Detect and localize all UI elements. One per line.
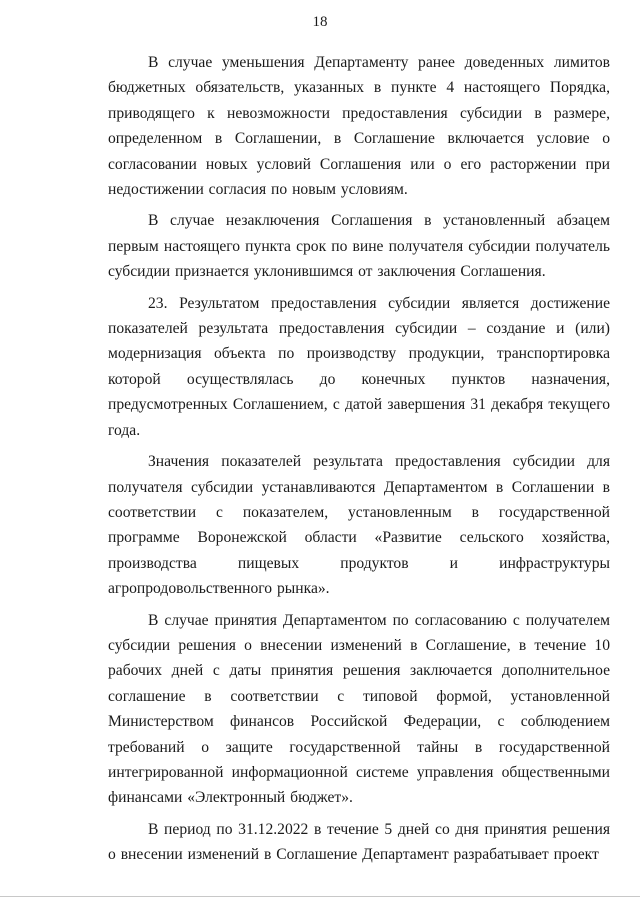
document-body [108, 50, 610, 874]
paragraph-indicator-values: Значения показателей результата предоставления субсидии для получателя субсидии устанавливаются Департаментом в Соглашении в соответствии с показателем, установленным в государственной программе Воронежской области «Развитие сельского хозяйства, производства пищевых продуктов и инфраструктуры агропродовольственного рынка». [108, 453, 610, 598]
paragraph-budget-limits: В случае уменьшения Департаменту ранее доведенных лимитов бюджетных обязательств, указанных в пункте 4 настоящего Порядка, приводящего к невозможности предоставления субсидии в размере, определенном в Соглашении, в Соглашение включается условие о согласовании новых условий Соглашения или о его расторжении при недостижении согласия по новым условиям. [108, 54, 610, 199]
paragraph-period-2022: В период по 31.12.2022 в течение 5 дней со дня принятия решения о внесении изменений в Соглашение Департамент разрабатывает проект [108, 820, 610, 864]
page-bottom-divider [0, 896, 640, 897]
paragraph-agreement-refusal: В случае незаключения Соглашения в установленный абзацем первым настоящего пункта срок по вине получателя субсидии получатель субсидии признается уклонившимся от заключения Соглашения. [108, 212, 610, 281]
paragraph-clause-23-result: 23. Результатом предоставления субсидии является достижение показателей результата предоставления субсидии – создание и (или) модернизация объекта по производству продукции, транспортировка которой осуществлялась до конечных пунктов назначения, предусмотренных Соглашением, с датой завершения 31 декабря текущего года. [108, 294, 610, 439]
page-number: 18 [312, 14, 328, 30]
paragraph-agreement-amendment: В случае принятия Департаментом по согласованию с получателем субсидии решения о внесении изменений в Соглашение, в течение 10 рабочих дней с даты принятия решения заключается дополнительное соглашение в соответствии с типовой формой, установленной Министерством финансов Российской Федерации, с соблюдением требований о защите государственной тайны в государственной интегрированной информационной системе управления общественными финансами «Электронный бюджет». [108, 611, 610, 807]
